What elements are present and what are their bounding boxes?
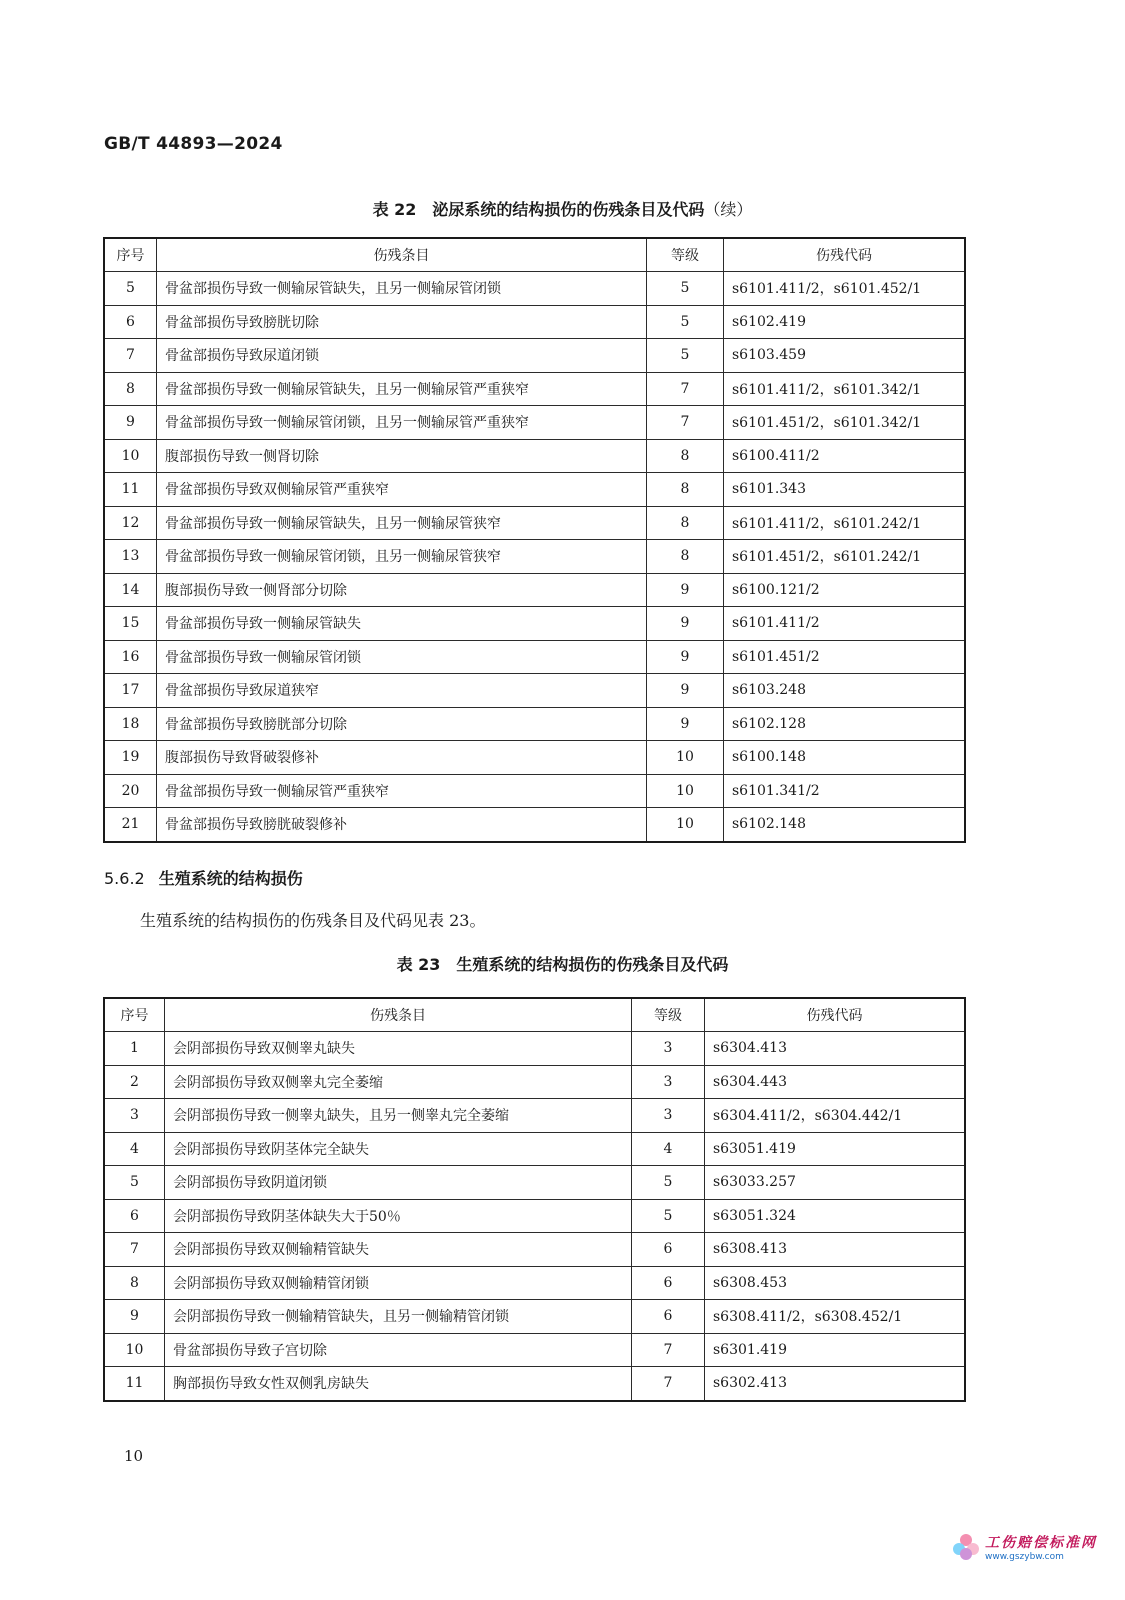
cell-item: 会阴部损伤导致阴茎体缺失大于50％ bbox=[165, 1199, 632, 1233]
cell-item: 会阴部损伤导致双侧睾丸缺失 bbox=[165, 1032, 632, 1066]
cell-index: 20 bbox=[105, 774, 157, 808]
table-22-number: 表 22 bbox=[372, 200, 417, 219]
cell-item: 骨盆部损伤导致尿道狭窄 bbox=[157, 674, 647, 708]
table-row bbox=[105, 1099, 965, 1133]
cell-code: s6101.411/2，s6101.242/1 bbox=[724, 506, 965, 540]
cell-code: s6301.419 bbox=[705, 1333, 965, 1367]
cell-item: 会阴部损伤导致一侧睾丸缺失，且另一侧睾丸完全萎缩 bbox=[165, 1099, 632, 1133]
cell-code: s6101.411/2 bbox=[724, 607, 965, 641]
cell-code: s63051.419 bbox=[705, 1132, 965, 1166]
cell-item: 腹部损伤导致一侧肾部分切除 bbox=[157, 573, 647, 607]
cell-grade: 7 bbox=[632, 1333, 705, 1367]
cell-item: 会阴部损伤导致双侧输精管缺失 bbox=[165, 1233, 632, 1267]
table-22-continued: （续） bbox=[704, 200, 753, 219]
cell-code: s6304.413 bbox=[705, 1032, 965, 1066]
col-header-item: 伤残条目 bbox=[157, 239, 647, 272]
cell-grade: 8 bbox=[647, 439, 724, 473]
cell-index: 9 bbox=[105, 1300, 165, 1334]
cell-grade: 3 bbox=[632, 1032, 705, 1066]
watermark-url: www.gszybw.com bbox=[985, 1552, 1064, 1562]
table-row bbox=[105, 1300, 965, 1334]
table-23-caption bbox=[0, 952, 1125, 975]
cell-item: 会阴部损伤导致双侧睾丸完全萎缩 bbox=[165, 1065, 632, 1099]
table-22-title: 泌尿系统的结构损伤的伤残条目及代码 bbox=[432, 200, 705, 219]
standard-number: GB/T 44893—2024 bbox=[104, 134, 283, 154]
cell-index: 7 bbox=[105, 339, 157, 373]
table-row bbox=[105, 272, 965, 306]
cell-code: s6102.148 bbox=[724, 808, 965, 842]
cell-index: 14 bbox=[105, 573, 157, 607]
table-header-row bbox=[105, 239, 965, 272]
section-number: 5.6.2 bbox=[104, 869, 145, 888]
watermark bbox=[953, 1532, 1097, 1562]
cell-code: s6101.343 bbox=[724, 473, 965, 507]
cell-grade: 6 bbox=[632, 1300, 705, 1334]
cell-grade: 9 bbox=[647, 640, 724, 674]
col-header-index: 序号 bbox=[105, 999, 165, 1032]
section-paragraph: 生殖系统的结构损伤的伤残条目及代码见表 23。 bbox=[140, 911, 486, 930]
table-row bbox=[105, 808, 965, 842]
table-row bbox=[105, 540, 965, 574]
table-row bbox=[105, 1266, 965, 1300]
cell-code: s6101.451/2，s6101.342/1 bbox=[724, 406, 965, 440]
table-row bbox=[105, 305, 965, 339]
col-header-grade: 等级 bbox=[647, 239, 724, 272]
table-header-row bbox=[105, 999, 965, 1032]
cell-grade: 8 bbox=[647, 506, 724, 540]
cell-item: 胸部损伤导致女性双侧乳房缺失 bbox=[165, 1367, 632, 1401]
cell-index: 17 bbox=[105, 674, 157, 708]
cell-code: s6308.453 bbox=[705, 1266, 965, 1300]
table-row bbox=[105, 1032, 965, 1066]
table-row bbox=[105, 1233, 965, 1267]
cell-grade: 9 bbox=[647, 607, 724, 641]
table-row bbox=[105, 339, 965, 373]
cell-item: 会阴部损伤导致阴茎体完全缺失 bbox=[165, 1132, 632, 1166]
table-row bbox=[105, 1166, 965, 1200]
cell-grade: 7 bbox=[647, 372, 724, 406]
cell-item: 腹部损伤导致肾破裂修补 bbox=[157, 741, 647, 775]
cell-grade: 8 bbox=[647, 473, 724, 507]
cell-code: s6102.128 bbox=[724, 707, 965, 741]
cell-grade: 9 bbox=[647, 674, 724, 708]
cell-code: s6102.419 bbox=[724, 305, 965, 339]
cell-item: 会阴部损伤导致一侧输精管缺失，且另一侧输精管闭锁 bbox=[165, 1300, 632, 1334]
table-22-caption bbox=[0, 197, 1125, 220]
col-header-item: 伤残条目 bbox=[165, 999, 632, 1032]
cell-index: 6 bbox=[105, 1199, 165, 1233]
table-row bbox=[105, 640, 965, 674]
cell-item: 骨盆部损伤导致膀胱破裂修补 bbox=[157, 808, 647, 842]
cell-item: 会阴部损伤导致阴道闭锁 bbox=[165, 1166, 632, 1200]
cell-code: s6103.248 bbox=[724, 674, 965, 708]
cell-grade: 3 bbox=[632, 1099, 705, 1133]
table-row bbox=[105, 1065, 965, 1099]
cell-item: 骨盆部损伤导致一侧输尿管闭锁，且另一侧输尿管狭窄 bbox=[157, 540, 647, 574]
table-row bbox=[105, 1132, 965, 1166]
col-header-code: 伤残代码 bbox=[705, 999, 965, 1032]
table-row bbox=[105, 473, 965, 507]
cell-grade: 8 bbox=[647, 540, 724, 574]
cell-index: 19 bbox=[105, 741, 157, 775]
table-row bbox=[105, 774, 965, 808]
cell-grade: 6 bbox=[632, 1233, 705, 1267]
cell-grade: 6 bbox=[632, 1266, 705, 1300]
cell-code: s6308.411/2，s6308.452/1 bbox=[705, 1300, 965, 1334]
table-row bbox=[105, 607, 965, 641]
cell-item: 骨盆部损伤导致一侧输尿管缺失，且另一侧输尿管狭窄 bbox=[157, 506, 647, 540]
cell-code: s6103.459 bbox=[724, 339, 965, 373]
table-row bbox=[105, 439, 965, 473]
col-header-index: 序号 bbox=[105, 239, 157, 272]
cell-grade: 5 bbox=[647, 305, 724, 339]
cell-code: s6101.451/2 bbox=[724, 640, 965, 674]
cell-index: 3 bbox=[105, 1099, 165, 1133]
cell-grade: 9 bbox=[647, 707, 724, 741]
cell-grade: 5 bbox=[647, 272, 724, 306]
cell-index: 6 bbox=[105, 305, 157, 339]
cell-item: 会阴部损伤导致双侧输精管闭锁 bbox=[165, 1266, 632, 1300]
cell-grade: 7 bbox=[632, 1367, 705, 1401]
table-row bbox=[105, 1199, 965, 1233]
cell-grade: 4 bbox=[632, 1132, 705, 1166]
table-22 bbox=[104, 238, 965, 842]
cell-code: s6101.411/2，s6101.452/1 bbox=[724, 272, 965, 306]
section-heading bbox=[104, 866, 303, 889]
col-header-grade: 等级 bbox=[632, 999, 705, 1032]
cell-grade: 10 bbox=[647, 774, 724, 808]
cell-index: 10 bbox=[105, 439, 157, 473]
table-row bbox=[105, 372, 965, 406]
cell-item: 骨盆部损伤导致尿道闭锁 bbox=[157, 339, 647, 373]
table-row bbox=[105, 741, 965, 775]
cell-code: s6101.451/2，s6101.242/1 bbox=[724, 540, 965, 574]
cell-index: 16 bbox=[105, 640, 157, 674]
cell-index: 18 bbox=[105, 707, 157, 741]
cell-code: s6308.413 bbox=[705, 1233, 965, 1267]
cell-grade: 10 bbox=[647, 741, 724, 775]
cell-item: 骨盆部损伤导致一侧输尿管缺失，且另一侧输尿管闭锁 bbox=[157, 272, 647, 306]
table-row bbox=[105, 1367, 965, 1401]
cell-code: s6100.411/2 bbox=[724, 439, 965, 473]
cell-item: 骨盆部损伤导致子宫切除 bbox=[165, 1333, 632, 1367]
cell-grade: 10 bbox=[647, 808, 724, 842]
cell-index: 11 bbox=[105, 473, 157, 507]
cell-index: 5 bbox=[105, 1166, 165, 1200]
cell-item: 骨盆部损伤导致双侧输尿管严重狭窄 bbox=[157, 473, 647, 507]
table-row bbox=[105, 406, 965, 440]
cell-index: 15 bbox=[105, 607, 157, 641]
cell-grade: 3 bbox=[632, 1065, 705, 1099]
flower-logo-icon bbox=[953, 1534, 979, 1560]
cell-index: 7 bbox=[105, 1233, 165, 1267]
cell-item: 骨盆部损伤导致一侧输尿管缺失 bbox=[157, 607, 647, 641]
table-row bbox=[105, 1333, 965, 1367]
cell-index: 8 bbox=[105, 1266, 165, 1300]
cell-code: s6101.411/2，s6101.342/1 bbox=[724, 372, 965, 406]
cell-item: 骨盆部损伤导致膀胱部分切除 bbox=[157, 707, 647, 741]
cell-item: 骨盆部损伤导致膀胱切除 bbox=[157, 305, 647, 339]
watermark-title: 工伤赔偿标准网 bbox=[985, 1535, 1097, 1551]
table-23-title: 生殖系统的结构损伤的伤残条目及代码 bbox=[456, 955, 729, 974]
cell-code: s63051.324 bbox=[705, 1199, 965, 1233]
table-row bbox=[105, 707, 965, 741]
cell-code: s6304.443 bbox=[705, 1065, 965, 1099]
page-number: 10 bbox=[124, 1447, 144, 1465]
cell-grade: 7 bbox=[647, 406, 724, 440]
cell-item: 骨盆部损伤导致一侧输尿管缺失，且另一侧输尿管严重狭窄 bbox=[157, 372, 647, 406]
cell-grade: 5 bbox=[632, 1199, 705, 1233]
cell-index: 13 bbox=[105, 540, 157, 574]
cell-index: 5 bbox=[105, 272, 157, 306]
cell-code: s6101.341/2 bbox=[724, 774, 965, 808]
cell-item: 骨盆部损伤导致一侧输尿管闭锁，且另一侧输尿管严重狭窄 bbox=[157, 406, 647, 440]
cell-grade: 5 bbox=[632, 1166, 705, 1200]
col-header-code: 伤残代码 bbox=[724, 239, 965, 272]
cell-code: s63033.257 bbox=[705, 1166, 965, 1200]
cell-code: s6304.411/2，s6304.442/1 bbox=[705, 1099, 965, 1133]
cell-index: 9 bbox=[105, 406, 157, 440]
cell-index: 2 bbox=[105, 1065, 165, 1099]
cell-index: 8 bbox=[105, 372, 157, 406]
cell-grade: 9 bbox=[647, 573, 724, 607]
table-23-number: 表 23 bbox=[396, 955, 441, 974]
cell-index: 11 bbox=[105, 1367, 165, 1401]
cell-index: 10 bbox=[105, 1333, 165, 1367]
table-23 bbox=[104, 998, 965, 1401]
cell-item: 骨盆部损伤导致一侧输尿管闭锁 bbox=[157, 640, 647, 674]
cell-index: 12 bbox=[105, 506, 157, 540]
cell-code: s6302.413 bbox=[705, 1367, 965, 1401]
cell-index: 4 bbox=[105, 1132, 165, 1166]
cell-item: 骨盆部损伤导致一侧输尿管严重狭窄 bbox=[157, 774, 647, 808]
cell-code: s6100.148 bbox=[724, 741, 965, 775]
table-row bbox=[105, 674, 965, 708]
cell-index: 21 bbox=[105, 808, 157, 842]
cell-grade: 5 bbox=[647, 339, 724, 373]
cell-index: 1 bbox=[105, 1032, 165, 1066]
table-row bbox=[105, 506, 965, 540]
table-row bbox=[105, 573, 965, 607]
section-title: 生殖系统的结构损伤 bbox=[158, 869, 303, 888]
cell-item: 腹部损伤导致一侧肾切除 bbox=[157, 439, 647, 473]
cell-code: s6100.121/2 bbox=[724, 573, 965, 607]
